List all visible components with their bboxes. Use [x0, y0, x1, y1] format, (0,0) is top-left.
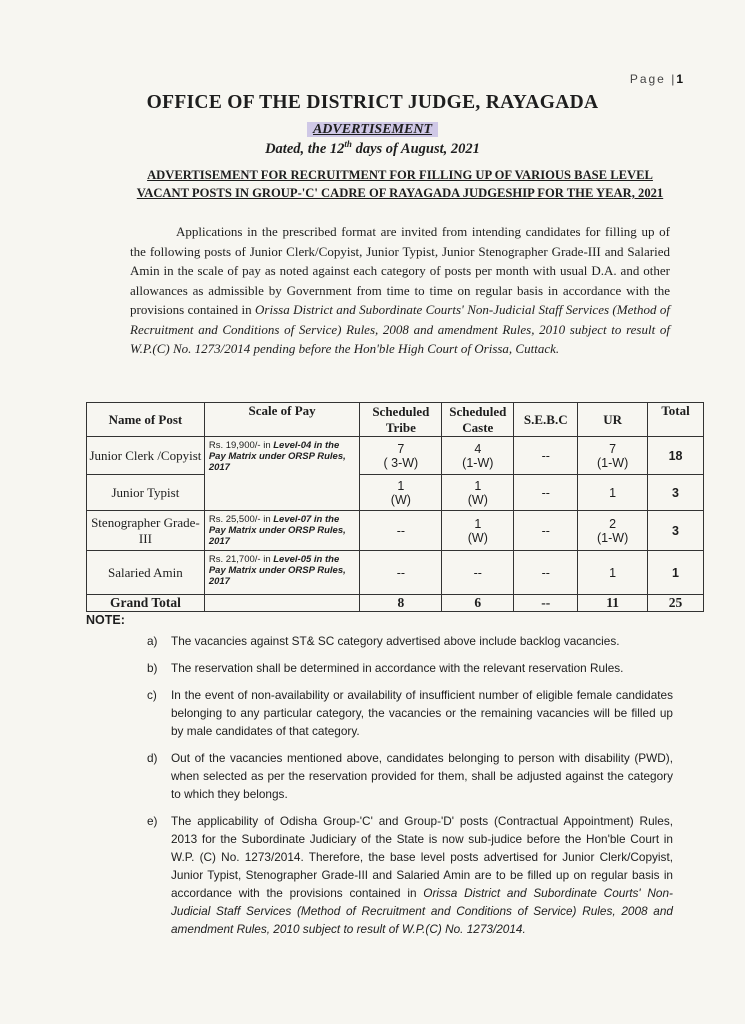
list-item: c) In the event of non-availability or availability of insufficient number of eligible female candidates belonging to any particular category, the vacancies or the remaining vacancies will be filled up by male candidates of that category.	[147, 688, 673, 738]
ur-cell: 1	[578, 551, 648, 595]
vacancy-table	[86, 402, 704, 612]
sebc-cell: --	[514, 551, 578, 595]
header-scheduled-caste: Scheduled Caste	[442, 403, 514, 437]
pay-scale: Rs. 19,900/- in Level-04 in the Pay Matrix under ORSP Rules, 2017	[204, 437, 360, 511]
sc-cell: 4 (1-W)	[442, 437, 514, 475]
grand-total-total: 25	[648, 595, 704, 612]
grand-total-label: Grand Total	[87, 595, 205, 612]
st-cell: 1 (W)	[360, 475, 442, 511]
ur-cell: 7 (1-W)	[578, 437, 648, 475]
header-scale-of-pay: Scale of Pay	[204, 403, 360, 437]
table-row	[87, 511, 704, 551]
st-cell: 7 ( 3-W)	[360, 437, 442, 475]
total-cell: 3	[648, 511, 704, 551]
header-name-of-post: Name of Post	[87, 403, 205, 437]
table-row	[87, 437, 704, 475]
advertisement-heading	[0, 118, 745, 138]
ur-cell: 1	[578, 475, 648, 511]
header-scheduled-tribe: Scheduled Tribe	[360, 403, 442, 437]
advertisement-label: ADVERTISEMENT	[307, 122, 438, 137]
total-cell: 18	[648, 437, 704, 475]
advertisement-headline: ADVERTISEMENT FOR RECRUITMENT FOR FILLING UP OF VARIOUS BASE LEVEL VACANT POSTS IN GROUP-'C' CADRE OF RAYAGADA JUDGESHIP FOR THE YEAR, 2021	[136, 168, 664, 200]
notes-list	[147, 632, 673, 947]
list-item: d) Out of the vacancies mentioned above, candidates belonging to person with disability (PWD), when selected as per the reservation provided for them, shall be adjusted against the category to which they belongs.	[147, 751, 673, 801]
intro-paragraph: Applications in the prescribed format are invited from intending candidates for filling up of the following posts of Junior Clerk/Copyist, Junior Typist, Junior Stenographer Grade-III and Salaried Amin in the scale of pay as noted against each category of posts per month with usual D.A. and other allowances as admissible by Government from time to time on regular basis in accordance with the provisions contained in Orissa District and Subordinate Courts' Non-Judicial Staff Services (Method of Recruitment and Conditions of Service) Rules, 2008 and amendment Rules, 2010 subject to result of W.P.(C) No. 1273/2014 pending before the Hon'ble High Court of Orissa, Cuttack.	[130, 224, 670, 356]
sebc-cell: --	[514, 437, 578, 475]
page-number: Page |1	[629, 72, 685, 86]
list-item: a) The vacancies against ST& SC category advertised above include backlog vacancies.	[147, 634, 620, 648]
header-ur: UR	[578, 403, 648, 437]
st-cell: --	[360, 511, 442, 551]
grand-total-st: 8	[360, 595, 442, 612]
grand-total-row	[87, 595, 704, 612]
grand-total-sc: 6	[442, 595, 514, 612]
sebc-cell: --	[514, 511, 578, 551]
post-name: Junior Typist	[87, 475, 205, 511]
list-item: b) The reservation shall be determined in accordance with the relevant reservation Rules.	[147, 661, 624, 675]
header-total: Total	[648, 403, 704, 437]
note-label: NOTE:	[86, 613, 125, 627]
grand-total-sebc: --	[514, 595, 578, 612]
total-cell: 3	[648, 475, 704, 511]
grand-total-ur: 11	[578, 595, 648, 612]
pay-scale: Rs. 21,700/- in Level-05 in the Pay Matrix under ORSP Rules, 2017	[204, 551, 360, 595]
date-line: Dated, the 12th days of August, 2021	[265, 139, 480, 157]
table-header-row	[87, 403, 704, 437]
sc-cell: 1 (W)	[442, 475, 514, 511]
ur-cell: 2 (1-W)	[578, 511, 648, 551]
sc-cell: --	[442, 551, 514, 595]
grand-total-scale	[204, 595, 360, 612]
post-name: Junior Clerk /Copyist	[87, 437, 205, 475]
st-cell: --	[360, 551, 442, 595]
office-title: OFFICE OF THE DISTRICT JUDGE, RAYAGADA	[146, 92, 599, 113]
header-sebc: S.E.B.C	[514, 403, 578, 437]
table-row	[87, 551, 704, 595]
post-name: Salaried Amin	[87, 551, 205, 595]
sc-cell: 1 (W)	[442, 511, 514, 551]
post-name: Stenographer Grade-III	[87, 511, 205, 551]
sebc-cell: --	[514, 475, 578, 511]
list-item: e) The applicability of Odisha Group-'C' and Group-'D' posts (Contractual Appointment) Rules, 2013 for the Subordinate Judiciary of the State is now sub-judice before the Hon'ble Court in W.P. (C) No. 1273/2014. Therefore, the base level posts advertised for Junior Clerk/Copyist, Junior Typist, Stenographer Grade-III and Salaried Amin are to be filled up on regular basis in accordance with the provisions contained in Orissa District and Subordinate Courts' Non-Judicial Staff Services (Method of Recruitment and Conditions of Service) Rules, 2008 and amendment Rules, 2010 subject to result of W.P.(C) No. 1273/2014.	[147, 814, 673, 936]
total-cell: 1	[648, 551, 704, 595]
table-row	[87, 475, 704, 511]
pay-scale: Rs. 25,500/- in Level-07 in the Pay Matrix under ORSP Rules, 2017	[204, 511, 360, 551]
